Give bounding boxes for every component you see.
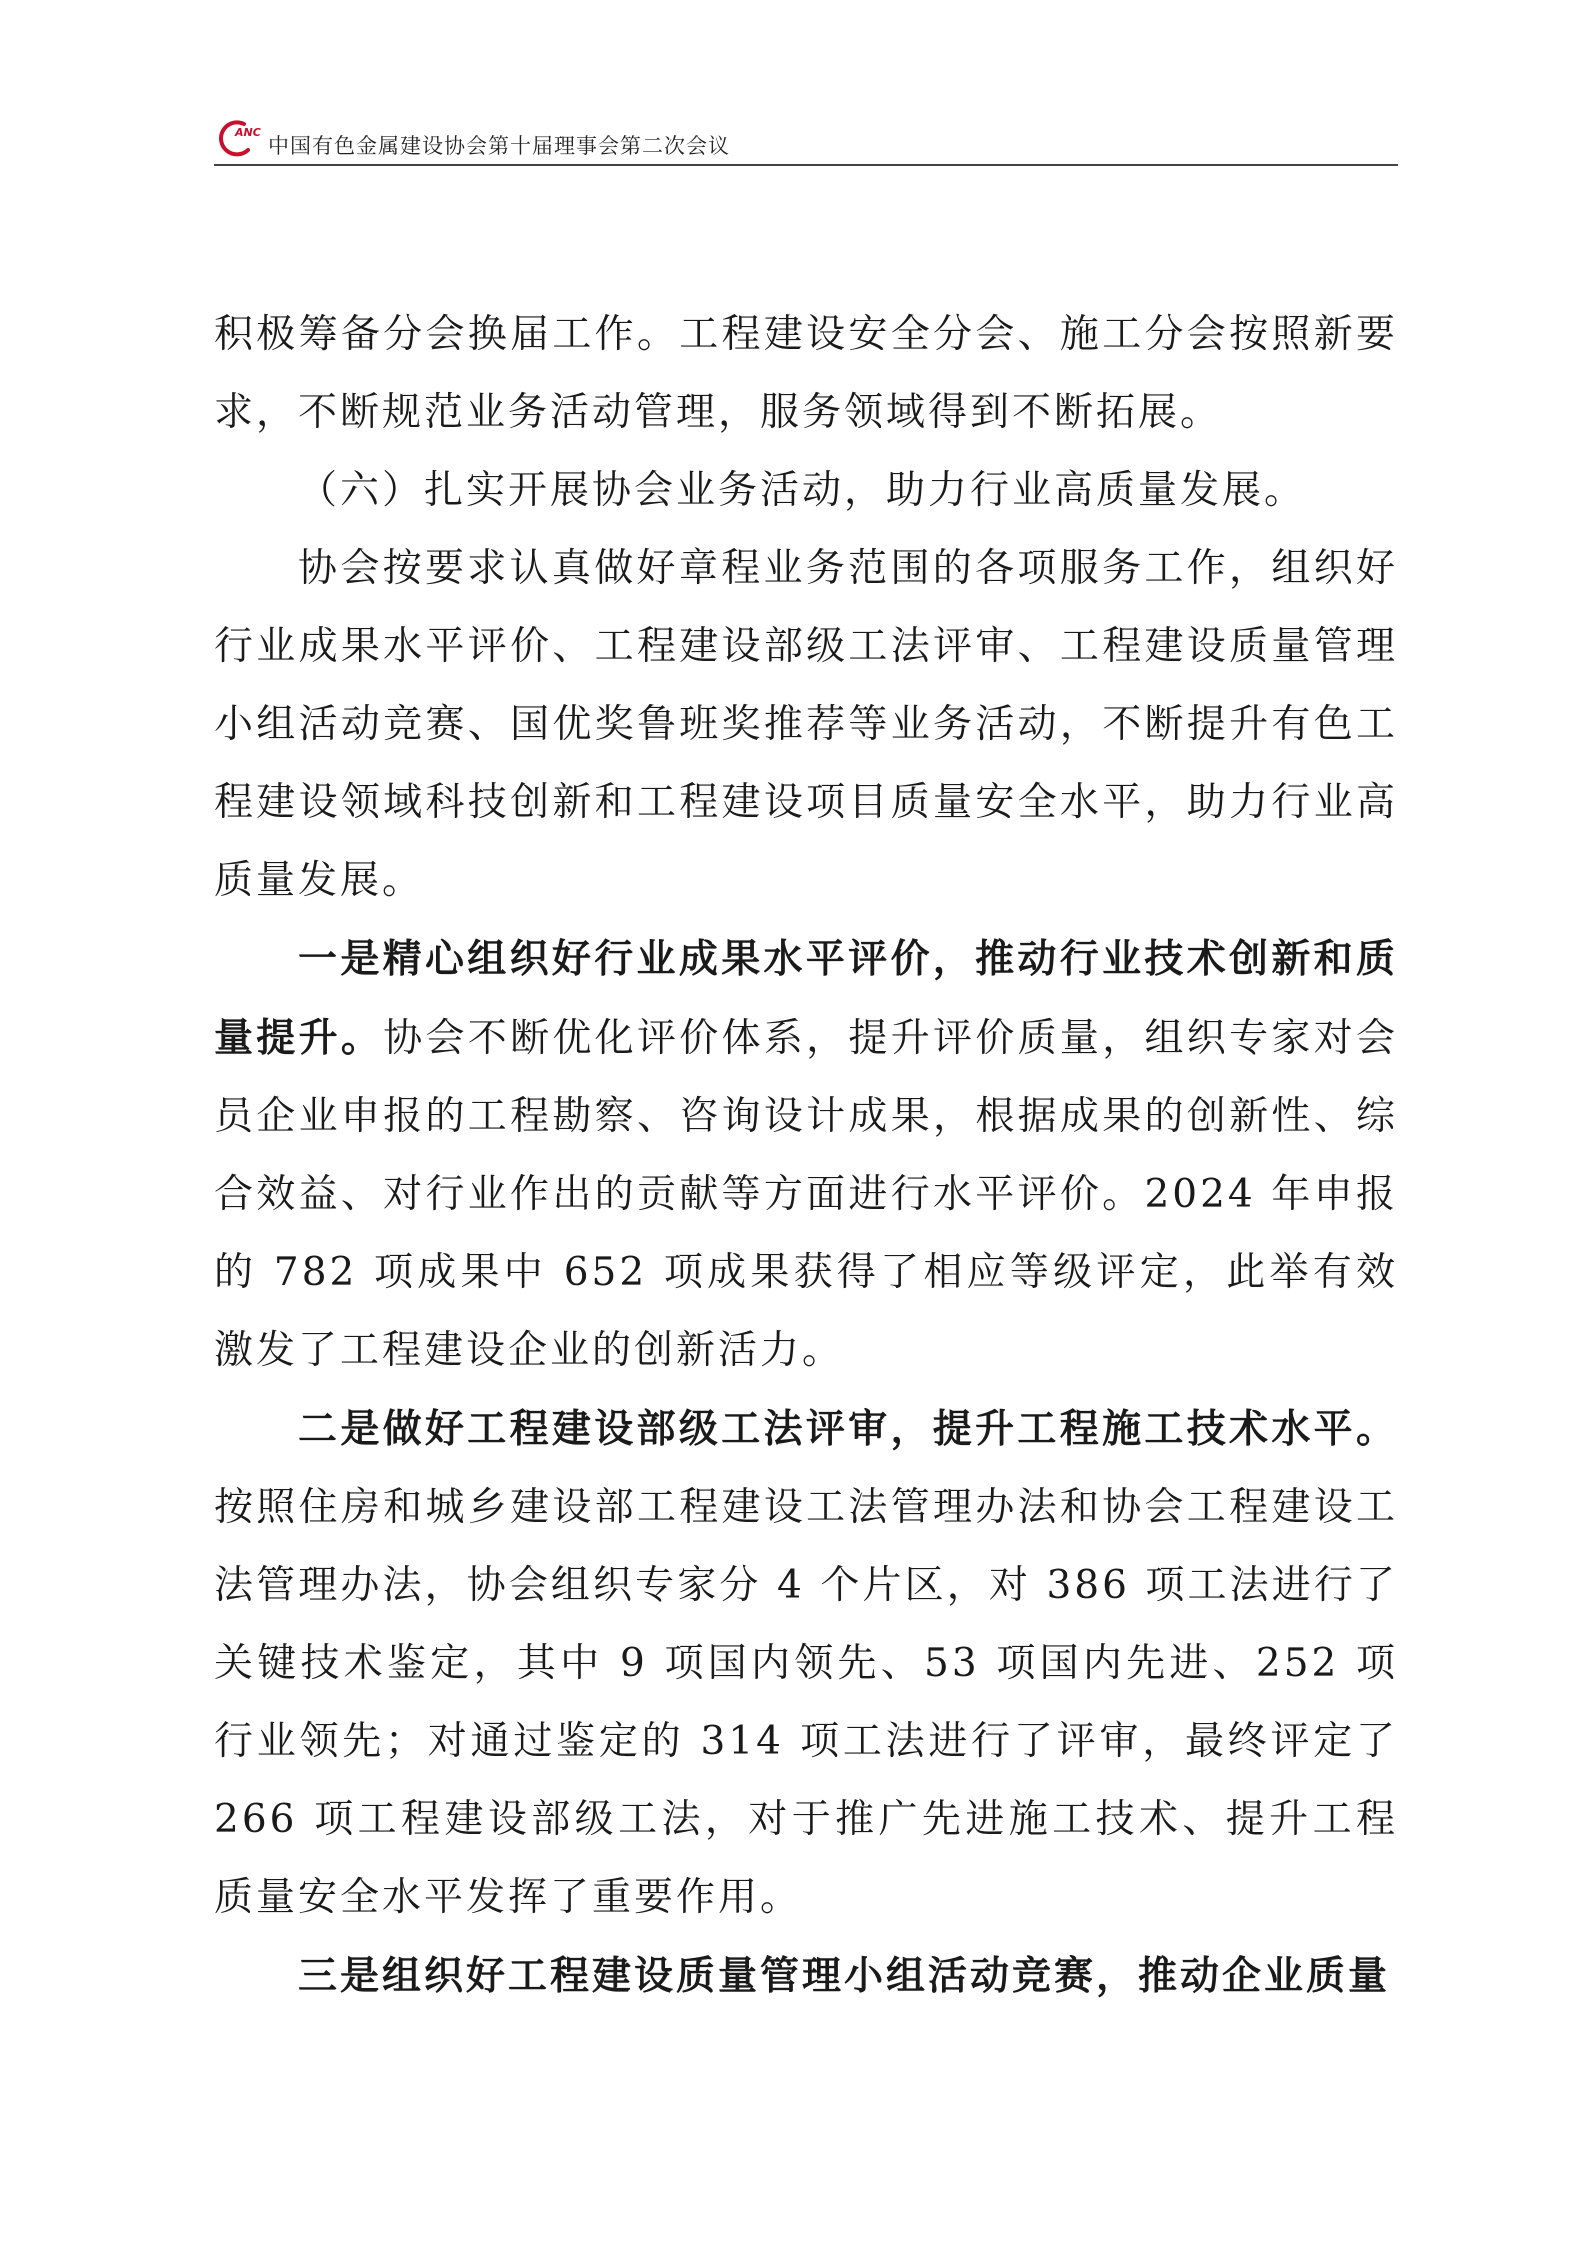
header-title: 中国有色金属建设协会第十届理事会第二次会议	[268, 134, 730, 158]
item-1-lead: 一是精心组织好行业成果水平评价，推动行业技术创新和质量提升。	[214, 936, 1398, 1061]
section-heading: （六）扎实开展协会业务活动，助力行业高质量发展。	[298, 468, 1307, 513]
item-2-lead: 二是做好工程建设部级工法评审，提升工程施工技术水平。	[298, 1406, 1398, 1452]
association-logo-icon	[214, 116, 266, 158]
paragraph-item-2	[214, 1390, 1398, 1937]
item-3-lead: 三是组织好工程建设质量管理小组活动竞赛，推动企业质量	[298, 1953, 1391, 1999]
page-header	[214, 110, 1398, 166]
item-1-body: 协会不断优化评价体系，提升评价质量，组织专家对会员企业申报的工程勘察、咨询设计成果，根据成果的创新性、综合效益、对行业作出的贡献等方面进行水平评价。2024 年申报的 782 项成果中 652 项成果获得了相应等级评定，此举有效激发了工程建设企业的创新活力。	[214, 1016, 1398, 1373]
paragraph-item-1	[214, 920, 1398, 1390]
paragraph-intro: 协会按要求认真做好章程业务范围的各项服务工作，组织好行业成果水平评价、工程建设部级工法评审、工程建设质量管理小组活动竞赛、国优奖鲁班奖推荐等业务活动，不断提升有色工程建设领域科技创新和工程建设项目质量安全水平，助力行业高质量发展。	[214, 546, 1398, 903]
logo-text: ANC	[235, 126, 261, 139]
document-body	[214, 296, 1398, 2016]
paragraph-item-3	[214, 1937, 1398, 2016]
item-2-body: 按照住房和城乡建设部工程建设工法管理办法和协会工程建设工法管理办法，协会组织专家分 4 个片区，对 386 项工法进行了关键技术鉴定，其中 9 项国内领先、53 项国内先进、252 项行业领先；对通过鉴定的 314 项工法进行了评审，最终评定了 266 项工程建设部级工法，对于推广先进施工技术、提升工程质量安全水平发挥了重要作用。	[214, 1485, 1398, 1920]
paragraph-continuation: 积极筹备分会换届工作。工程建设安全分会、施工分会按照新要求，不断规范业务活动管理，服务领域得到不断拓展。	[214, 312, 1398, 435]
